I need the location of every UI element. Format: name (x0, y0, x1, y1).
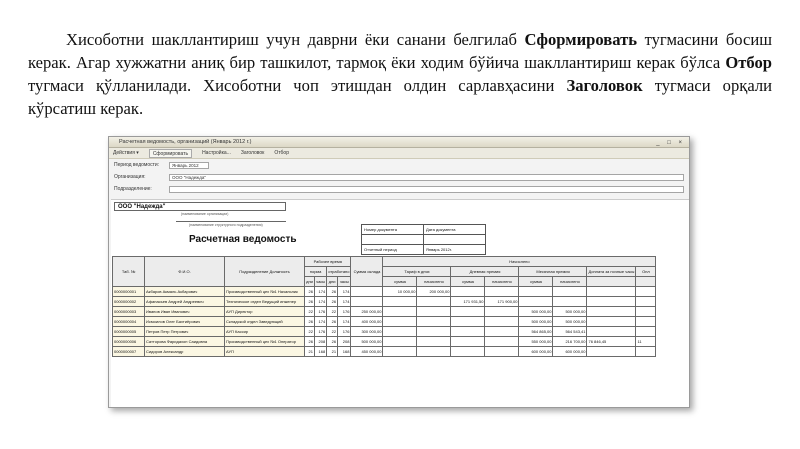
table-cell: Петров Петр Петрович (145, 327, 225, 337)
report-window (108, 136, 690, 408)
doc-number-header: Номер документа (362, 225, 424, 235)
table-cell (383, 317, 417, 327)
table-cell (485, 337, 519, 347)
col-accrued: Начислено (383, 257, 656, 267)
table-cell: 26 (327, 287, 338, 297)
col-norm-hours: часы (315, 277, 327, 287)
filter-button-mention: Отбор (725, 53, 772, 72)
table-cell (383, 307, 417, 317)
table-cell: 564 543,41 (553, 327, 587, 337)
table-cell (417, 307, 451, 317)
col-premium-calc: начислено (485, 277, 519, 287)
table-cell (519, 297, 553, 307)
table-cell (383, 337, 417, 347)
dept-line (176, 216, 286, 222)
table-cell (451, 317, 485, 327)
table-row (113, 347, 656, 357)
table-cell (351, 297, 383, 307)
table-cell (383, 347, 417, 357)
table-cell: 168 (315, 347, 327, 357)
table-row (113, 327, 656, 337)
col-premium: Дневная премия (451, 267, 519, 277)
window-controls[interactable]: _ □ × (656, 140, 685, 146)
table-cell: 0000000003 (113, 307, 145, 317)
table-cell: 600 000,00 (553, 347, 587, 357)
col-tariff-calc: начислено (417, 277, 451, 287)
table-cell: Сидоров Александр (145, 347, 225, 357)
table-cell (417, 297, 451, 307)
table-cell (587, 297, 636, 307)
table-cell: Акбаров Акмаль Акбарович (145, 287, 225, 297)
col-fact-days: дни (327, 277, 338, 287)
table-row (113, 337, 656, 347)
sheet-org-name: ООО "Надежда" (114, 202, 286, 211)
table-cell: 26 (327, 297, 338, 307)
doc-date-cell (424, 235, 486, 245)
instruction-text-4: тугмаси орқали кўрсатиш керак. (28, 76, 772, 118)
filter-button[interactable]: Отбор (274, 150, 289, 156)
table-cell (417, 317, 451, 327)
table-cell: 0000000006 (113, 337, 145, 347)
table-cell (451, 337, 485, 347)
table-cell: 176 (338, 307, 351, 317)
table-cell: 208 (338, 337, 351, 347)
table-cell: 0000000005 (113, 327, 145, 337)
table-cell (519, 287, 553, 297)
col-tariff-sum: сумма (383, 277, 417, 287)
table-cell (636, 297, 656, 307)
col-norm: норма (305, 267, 327, 277)
table-cell: 450 000,00 (351, 347, 383, 357)
table-cell (485, 327, 519, 337)
table-cell (636, 327, 656, 337)
table-cell (587, 347, 636, 357)
table-cell: 26 (327, 317, 338, 327)
table-cell: 550 000,00 (519, 337, 553, 347)
sheet-title: Расчетная ведомость (189, 234, 297, 245)
table-cell: Исмоилов Олег Бахтиёрович (145, 317, 225, 327)
table-row (113, 307, 656, 317)
table-cell: 26 (305, 337, 315, 347)
table-cell: 0000000002 (113, 297, 145, 307)
table-row (113, 287, 656, 297)
dept-field[interactable] (169, 186, 684, 193)
col-monthly-premium: Месячная премия (519, 267, 587, 277)
table-cell: 216 700,00 (553, 337, 587, 347)
table-cell: 171 931,50 (451, 297, 485, 307)
table-cell: 250 000,00 (351, 307, 383, 317)
table-cell (636, 307, 656, 317)
table-cell: 564 865,00 (519, 327, 553, 337)
table-cell (587, 317, 636, 327)
table-cell: 176 (338, 327, 351, 337)
dept-row (109, 183, 689, 195)
table-cell: 22 (327, 327, 338, 337)
settings-button[interactable]: Настройка... (202, 150, 231, 156)
table-cell (451, 307, 485, 317)
col-other: Опл (636, 267, 656, 277)
table-cell: Складской отдел Заведующий (225, 317, 305, 327)
col-tab: Таб. № (113, 257, 145, 287)
table-row (113, 297, 656, 307)
table-cell: 500 000,00 (519, 317, 553, 327)
payroll-table (112, 256, 656, 357)
table-cell: 176 (315, 327, 327, 337)
col-dept: Подразделение Должность (225, 257, 305, 287)
table-cell: 500 000,00 (553, 317, 587, 327)
table-cell (587, 287, 636, 297)
table-cell: 300 000,00 (351, 327, 383, 337)
table-cell (636, 347, 656, 357)
col-salary: Сумма оклада (351, 257, 383, 287)
table-cell (383, 327, 417, 337)
col-extra: Доплата за ночные часы (587, 267, 636, 277)
table-cell (636, 317, 656, 327)
table-cell: 22 (327, 307, 338, 317)
table-cell (485, 307, 519, 317)
table-cell (451, 327, 485, 337)
table-cell: 26 (305, 287, 315, 297)
instruction-text-2: тугмасини босиш керак. Агар хужжатни аниқ бир ташкилот, тармоқ ёки ходим бўйича шакллантириш керак бўлса (28, 30, 772, 72)
table-cell: Производственный цех №1 Начальник (225, 287, 305, 297)
col-tariff: Тариф в днях (383, 267, 451, 277)
table-cell (485, 317, 519, 327)
form-button-mention: Сформировать (524, 30, 638, 49)
period-field[interactable]: Январь 2012 (169, 162, 209, 169)
table-cell (451, 347, 485, 357)
instruction-text-1: Хисоботни шакллантириш учун даврни ёки санани белгилаб (66, 30, 525, 49)
col-premium-sum: сумма (451, 277, 485, 287)
period-label: Период ведомости: (114, 162, 160, 168)
report-sheet (111, 199, 689, 407)
col-monthly-calc: начислено (553, 277, 587, 287)
table-cell: 500 000,00 (519, 307, 553, 317)
doc-date-header: Дата документа (424, 225, 486, 235)
table-cell: Афанасьев Андрей Андреевич (145, 297, 225, 307)
table-cell: 500 000,00 (553, 307, 587, 317)
col-fact: отработано (327, 267, 351, 277)
header-button[interactable]: Заголовок (240, 150, 265, 156)
table-cell: АУП Кассир (225, 327, 305, 337)
table-cell: 0000000001 (113, 287, 145, 297)
table-cell (417, 347, 451, 357)
table-cell: 0000000004 (113, 317, 145, 327)
table-cell (587, 327, 636, 337)
table-cell: 26 (327, 337, 338, 347)
table-cell: АУП Директор (225, 307, 305, 317)
table-cell: 600 000,00 (519, 347, 553, 357)
table-cell (485, 287, 519, 297)
table-cell (636, 287, 656, 297)
window-titlebar (109, 137, 689, 148)
org-caption: (наименование организации) (181, 212, 229, 216)
table-cell: 21 (327, 347, 338, 357)
col-extra-sub (587, 277, 636, 287)
window-title: Расчетная ведомость, организаций (Январь 2012 г.) (119, 139, 252, 145)
period-value: Январь 2012г. (424, 245, 486, 255)
table-cell: 176 (315, 307, 327, 317)
table-cell: 174 (315, 287, 327, 297)
instruction-text-3: тугмаси қўлланилади. Хисоботни чоп этишдан олдин сарлавҳасини (28, 76, 567, 95)
dept-caption: (наименование структурного подразделения) (189, 223, 263, 227)
doc-number-cell (362, 235, 424, 245)
col-monthly-sum: сумма (519, 277, 553, 287)
table-cell: 22 (305, 307, 315, 317)
table-cell: 76 846,45 (587, 337, 636, 347)
col-other-sub (636, 277, 656, 287)
table-cell (553, 287, 587, 297)
table-cell (417, 327, 451, 337)
table-cell: 26 (305, 297, 315, 307)
period-header: Отчетный период (362, 245, 424, 255)
table-cell: 22 (305, 327, 315, 337)
table-cell: 200 000,00 (417, 287, 451, 297)
report-toolbar (109, 148, 689, 159)
table-cell: Производственный цех №1 Оператор (225, 337, 305, 347)
header-button-mention: Заголовок (566, 76, 643, 95)
table-cell (417, 337, 451, 347)
table-cell: Иванов Иван Иванович (145, 307, 225, 317)
org-label: Организация: (114, 174, 146, 180)
table-row (113, 317, 656, 327)
table-cell: 174 (338, 297, 351, 307)
table-cell: 168 (338, 347, 351, 357)
org-field[interactable]: ООО "Надежда" (169, 174, 684, 181)
table-cell (383, 297, 417, 307)
table-cell (451, 287, 485, 297)
form-button[interactable]: Сформировать (149, 149, 192, 158)
table-cell (351, 287, 383, 297)
table-cell: 174 (338, 317, 351, 327)
table-cell: 500 000,00 (351, 337, 383, 347)
instruction-paragraph (28, 28, 772, 120)
table-cell (553, 297, 587, 307)
table-cell (485, 347, 519, 357)
actions-menu[interactable]: Действия ▾ (113, 150, 139, 156)
table-cell: 174 (338, 287, 351, 297)
dept-label: Подразделение: (114, 186, 152, 192)
col-fact-hours: часы (338, 277, 351, 287)
org-row (109, 171, 689, 183)
table-cell: 174 (315, 317, 327, 327)
period-row (109, 159, 689, 171)
table-cell: АУП (225, 347, 305, 357)
table-cell: 11 (636, 337, 656, 347)
table-cell: 26 (305, 317, 315, 327)
table-cell: 0000000007 (113, 347, 145, 357)
table-cell: 21 (305, 347, 315, 357)
col-work-time: Рабочее время (305, 257, 351, 267)
table-cell (587, 307, 636, 317)
table-cell: Сатторова Фаридахон Саидовна (145, 337, 225, 347)
table-cell: Техническое отдел Ведущий инженер (225, 297, 305, 307)
table-cell: 171 900,00 (485, 297, 519, 307)
table-cell: 208 (315, 337, 327, 347)
table-cell: 174 (315, 297, 327, 307)
doc-number-table (361, 224, 486, 255)
col-fio: Ф.И.О. (145, 257, 225, 287)
col-norm-days: дни (305, 277, 315, 287)
table-cell: 10 000,00 (383, 287, 417, 297)
table-cell: 400 000,00 (351, 317, 383, 327)
